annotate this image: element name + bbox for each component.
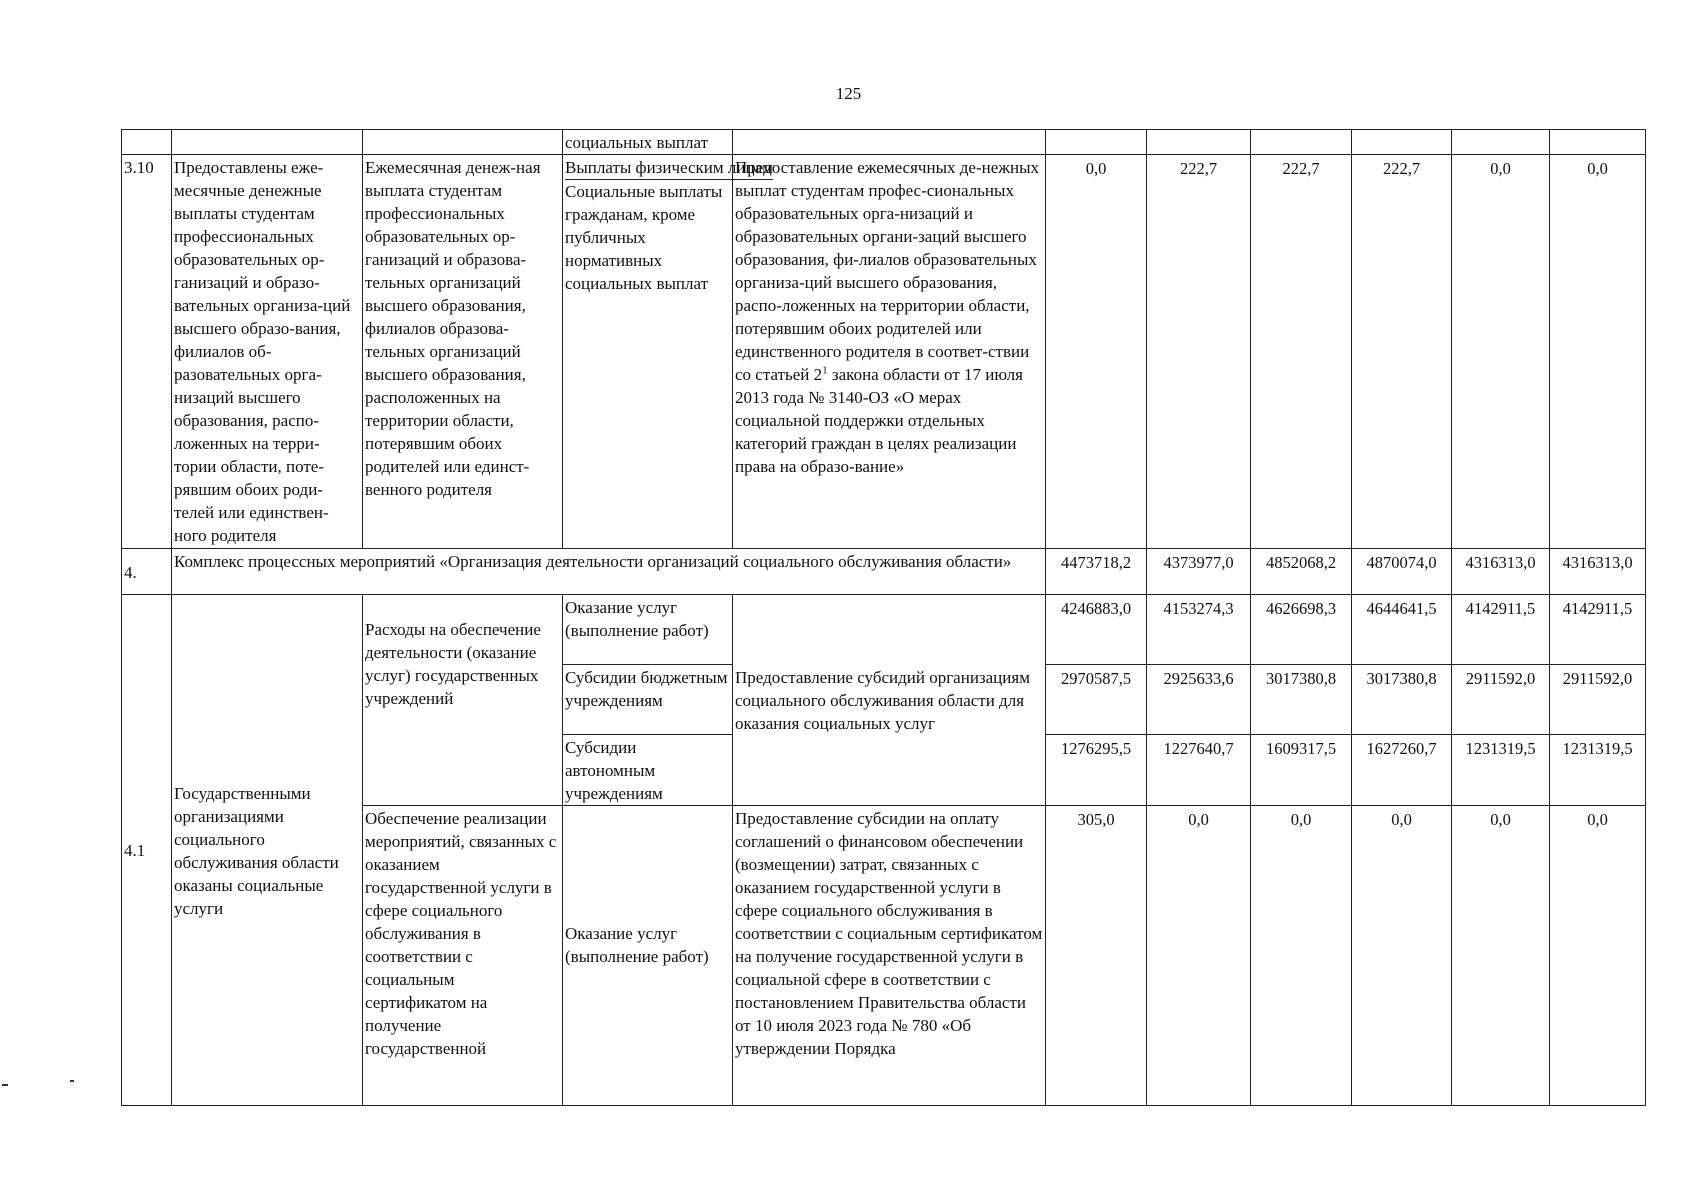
cell-value: 4852068,2 <box>1251 549 1352 595</box>
page-number: 125 <box>835 84 862 103</box>
cell-value: 4142911,5 <box>1550 595 1646 665</box>
cell-expense-type <box>563 806 733 1106</box>
cell-value: 0,0 <box>1147 806 1251 1106</box>
cell-value: 3017380,8 <box>1352 665 1452 735</box>
cell-value: 1231319,5 <box>1550 735 1646 806</box>
cell-value: 0,0 <box>1251 806 1352 1106</box>
cell-value: 4153274,3 <box>1147 595 1251 665</box>
cell-value: 1231319,5 <box>1452 735 1550 806</box>
cell-expense-type <box>563 155 773 549</box>
cell-value: 4626698,3 <box>1251 595 1352 665</box>
cell-value: 4316313,0 <box>1550 549 1646 595</box>
cell-value: 1609317,5 <box>1251 735 1352 806</box>
cell-empty <box>172 130 363 155</box>
cell-expense-type: Оказание услуг (выполнение работ) <box>563 595 733 665</box>
cell-value: 222,7 <box>1352 155 1452 549</box>
cell-value: 222,7 <box>1251 155 1352 549</box>
row-number: 4.1 <box>122 595 172 1106</box>
cell-value: 4142911,5 <box>1452 595 1550 665</box>
cell-event <box>363 595 563 806</box>
cell-empty <box>1251 130 1352 155</box>
cell-value: 4246883,0 <box>1046 595 1147 665</box>
cell-result: Предоставлены еже-месячные денежные выплаты студентам профессиональных образовательных ор-ганизаций и образо-вательных организа-ций высшего образо-вания, филиалов об-разовательных орга-низаций высшего образования, распо-ложенных на терри-тории области, поте-рявшим обоих роди-телей или единствен-ного родителя <box>172 155 363 549</box>
cell-value: 4316313,0 <box>1452 549 1550 595</box>
cell-expense-type: социальных выплат <box>563 130 733 155</box>
cell-empty <box>1147 130 1251 155</box>
cell-event: Обеспечение реализации мероприятий, связанных с оказанием государственной услуги в сфере социального обслуживания в соответствии с социальным сертификатом на получение государственной <box>363 806 563 1106</box>
cell-empty <box>1046 130 1147 155</box>
cell-value: 305,0 <box>1046 806 1147 1106</box>
cell-value: 3017380,8 <box>1251 665 1352 735</box>
cell-empty <box>1352 130 1452 155</box>
cell-empty <box>1550 130 1646 155</box>
expense-type-text: Оказание услуг (выполнение работ) <box>565 924 709 966</box>
cell-value: 0,0 <box>1352 806 1452 1106</box>
cell-value: 4644641,5 <box>1352 595 1452 665</box>
table-row-4 <box>122 549 1646 595</box>
row-number: 4. <box>122 549 172 595</box>
cell-empty <box>1452 130 1550 155</box>
cell-expense-type: Субсидии бюджетным учреждениям <box>563 665 733 735</box>
cell-value: 1227640,7 <box>1147 735 1251 806</box>
scan-mark <box>2 1084 8 1086</box>
cell-value: 1276295,5 <box>1046 735 1147 806</box>
cell-result <box>172 595 363 1106</box>
cell-value: 2911592,0 <box>1452 665 1550 735</box>
row-number: 3.10 <box>122 155 172 549</box>
cell-description <box>733 155 1046 549</box>
cell-value: 0,0 <box>1452 155 1550 549</box>
result-text: Государственными организациями социального обслуживания области оказаны социальные услуги <box>174 784 339 918</box>
table-row-3-10 <box>122 155 1646 549</box>
cell-value: 0,0 <box>1046 155 1147 549</box>
cell-empty <box>363 130 563 155</box>
cell-description: Предоставление субсидий организациям социального обслуживания области для оказания социальных услуг <box>733 595 1046 806</box>
expense-type-b: Социальные выплаты гражданам, кроме публичных нормативных социальных выплат <box>565 182 723 293</box>
cell-complex-title: Комплекс процессных мероприятий «Организация деятельности организаций социального обслуживания области» <box>172 549 1046 595</box>
superscript: 1 <box>822 364 828 377</box>
cell-value: 0,0 <box>1550 155 1646 549</box>
description-text-cont: закона области от 17 июля 2013 года № 3140-ОЗ «О мерах социальной поддержки отдельных категорий граждан в целях реализации права на образо-вание» <box>735 365 1023 476</box>
table-row-continuation <box>122 130 1646 155</box>
table-row-4-1-services <box>122 595 1646 665</box>
cell-value: 222,7 <box>1147 155 1251 549</box>
cell-event: Ежемесячная денеж-ная выплата студентам профессиональных образовательных ор-ганизаций и образова-тельных организаций высшего образования, филиалов образова-тельных организаций высшего образования, расположенных на территории области, потерявшим обоих родителей или единст-венного родителя <box>363 155 563 549</box>
description-text: Предоставление ежемесячных де-нежных выплат студентам профес-сиональных образовательных орга-низаций и образовательных органи-заций высшего образования, фи-лиалов образовательных организа-ций высшего образования, распо-ложенных на территории области, потерявшим обоих родителей или единственного родителя в соответ-ствии со статьей 2 <box>735 158 1040 384</box>
cell-value: 2970587,5 <box>1046 665 1147 735</box>
cell-value: 4473718,2 <box>1046 549 1147 595</box>
cell-value: 0,0 <box>1550 806 1646 1106</box>
cell-empty <box>733 130 1046 155</box>
cell-value: 2911592,0 <box>1550 665 1646 735</box>
budget-table <box>121 129 1646 1106</box>
cell-expense-type: Субсидии автономным учреждениям <box>563 735 733 806</box>
scan-mark <box>70 1080 74 1082</box>
cell-value: 4870074,0 <box>1352 549 1452 595</box>
cell-description: Предоставление субсидии на оплату соглашений о финансовом обеспечении (возмещении) затрат, связанных с оказанием государственной услуги в сфере социального обслуживания в соответствии с социальным сертификатом на получение государственной услуги в социальной сфере в соответствии с постановлением Правительства области от 10 июля 2023 года № 780 «Об утверждении Порядка <box>733 806 1046 1106</box>
cell-value: 4373977,0 <box>1147 549 1251 595</box>
cell-empty <box>122 130 172 155</box>
expense-type-a: Выплаты физическим лицам <box>565 156 773 180</box>
cell-value: 2925633,6 <box>1147 665 1251 735</box>
event-text: Расходы на обеспечение деятельности (оказание услуг) государственных учреждений <box>365 620 541 708</box>
cell-value: 0,0 <box>1452 806 1550 1106</box>
cell-value: 1627260,7 <box>1352 735 1452 806</box>
